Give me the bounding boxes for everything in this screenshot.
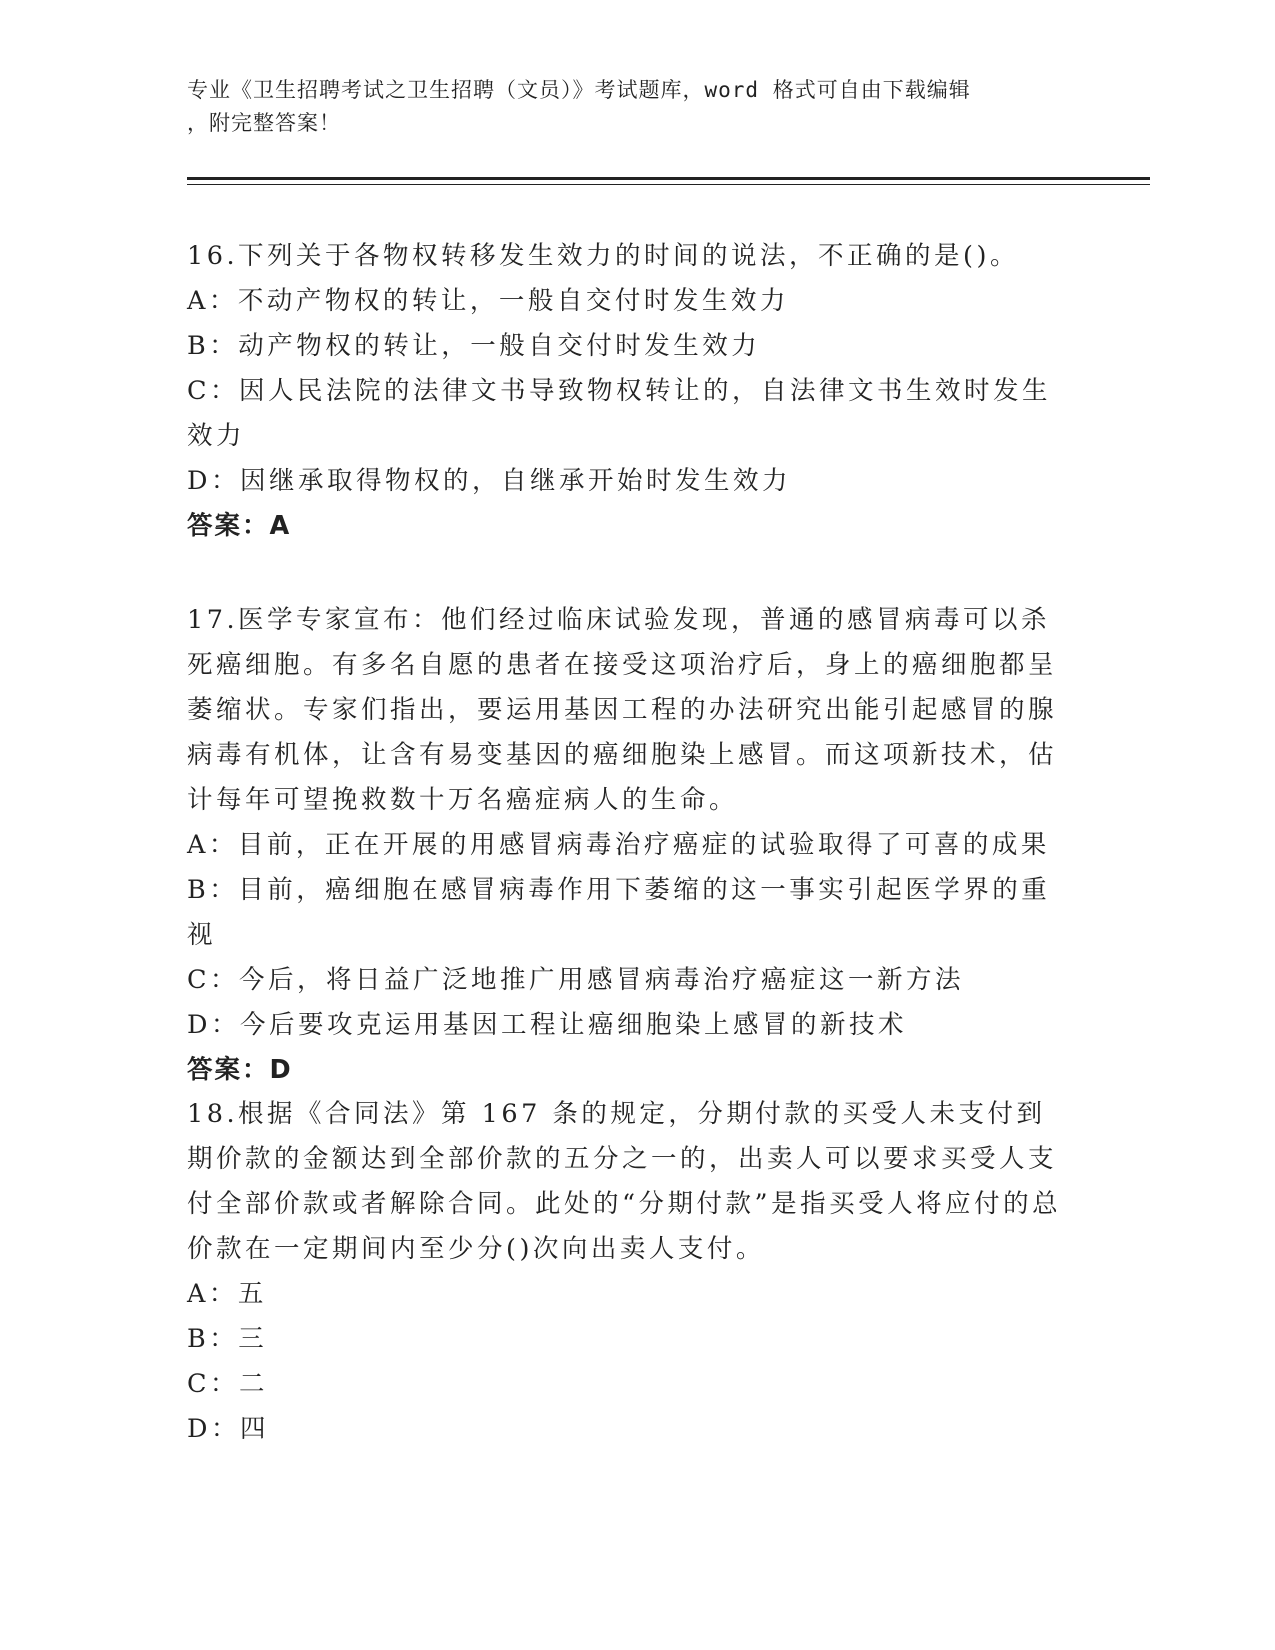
document-header: [187, 74, 1067, 140]
option-d: D：因继承取得物权的，自继承开始时发生效力: [187, 466, 791, 496]
option-b: B：三: [187, 1324, 268, 1354]
question-18: [187, 1092, 1067, 1452]
question-stem: 18.根据《合同法》第 167 条的规定，分期付款的买受人未支付到期价款的金额达到全部价款的五分之一的，出卖人可以要求买受人支付全部价款或者解除合同。此处的“分期付款”是指买受人将应付的总价款在一定期间内至少分()次向出卖人支付。: [187, 1099, 1062, 1264]
option-a: A：五: [187, 1279, 267, 1309]
question-stem: 16.下列关于各物权转移发生效力的时间的说法，不正确的是()。: [187, 241, 1019, 271]
header-divider-thin: [187, 184, 1150, 185]
option-a: A：不动产物权的转让，一般自交付时发生效力: [187, 286, 789, 316]
option-d: D：今后要攻克运用基因工程让癌细胞染上感冒的新技术: [187, 1010, 907, 1040]
question-16: [187, 234, 1067, 549]
option-c: C：今后，将日益广泛地推广用感冒病毒治疗癌症这一新方法: [187, 965, 965, 995]
option-d: D：四: [187, 1414, 269, 1444]
question-17: [187, 598, 1067, 1093]
header-divider-thick: [187, 177, 1150, 180]
option-c: C：二: [187, 1369, 269, 1399]
question-stem: 17.医学专家宣布：他们经过临床试验发现，普通的感冒病毒可以杀死癌细胞。有多名自愿的患者在接受这项治疗后，身上的癌细胞都呈萎缩状。专家们指出，要运用基因工程的办法研究出能引起感冒的腺病毒有机体，让含有易变基因的癌细胞染上感冒。而这项新技术，估计每年可望挽救数十万名癌症病人的生命。: [187, 605, 1058, 815]
answer: 答案：A: [187, 511, 292, 541]
header-line-2: ，附完整答案！: [187, 111, 341, 135]
header-line-1: 专业《卫生招聘考试之卫生招聘（文员）》考试题库，word 格式可自由下载编辑: [187, 78, 971, 102]
answer: 答案：D: [187, 1055, 293, 1085]
option-b: B：动产物权的转让，一般自交付时发生效力: [187, 331, 761, 361]
option-c: C：因人民法院的法律文书导致物权转让的，自法律文书生效时发生效力: [187, 376, 1052, 451]
option-b: B：目前，癌细胞在感冒病毒作用下萎缩的这一事实引起医学界的重视: [187, 875, 1051, 950]
option-a: A：目前，正在开展的用感冒病毒治疗癌症的试验取得了可喜的成果: [187, 830, 1050, 860]
